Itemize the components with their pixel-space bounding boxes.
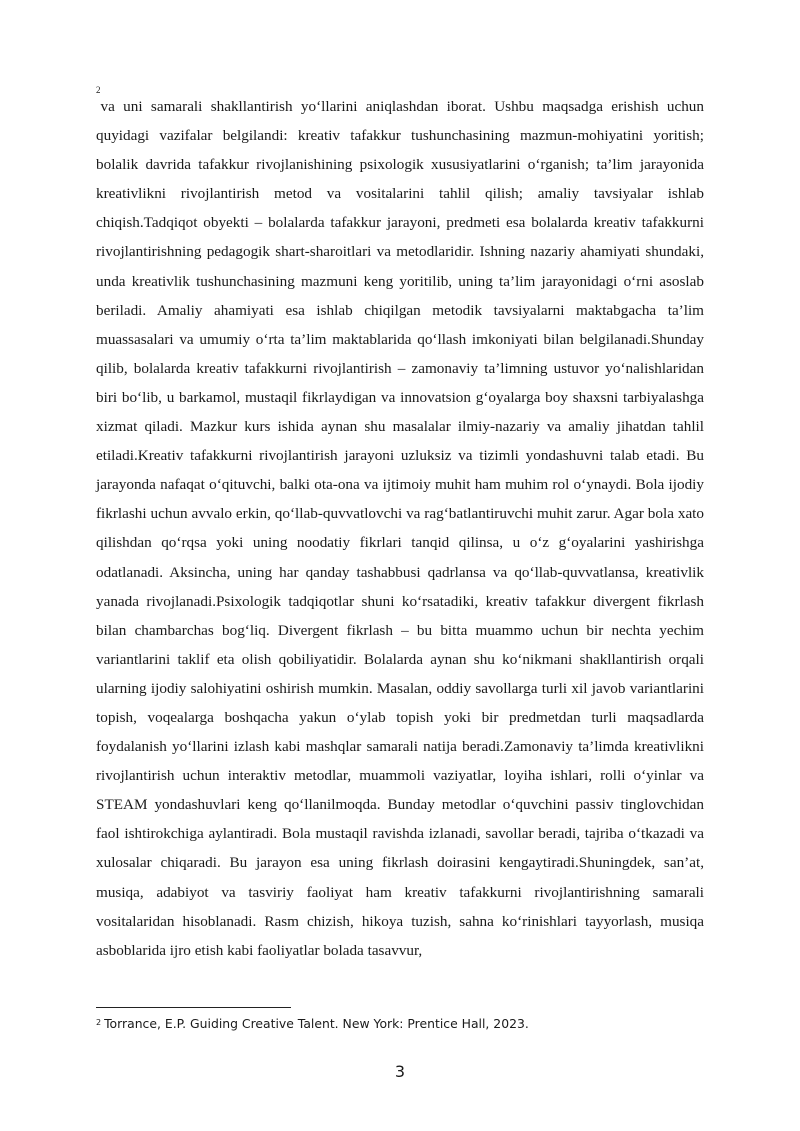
body-text: va uni samarali shakllantirish yo‘llarini aniqlashdan iborat. Ushbu maqsadga erishish uchun quyidagi vazifalar belgilandi: kreativ tafakkur tushunchasining mazmun-mohiyatini yoritish; bolalik davrida tafakkur rivojlanishining psixologik xususiyatlarini o‘rganish; ta’lim jarayonida kreativlikni rivojlantirish metod va vositalarini tahlil qilish; amaliy tavsiyalar ishlab chiqish.Tadqiqot obyekti – bolalarda tafakkur jarayoni, predmeti esa bolalarda kreativ tafakkurni rivojlantirishning pedagogik shart-sharoitlari va metodlaridir. Ishning nazariy ahamiyati shundaki, unda kreativlik tushunchasining mazmuni keng yoritilib, uning ta’lim jarayonidagi o‘rni asoslab beriladi. Amaliy ahamiyati esa ishlab chiqilgan metodik tavsiyalarni maktabgacha ta’lim muassasalari va umumiy o‘rta ta’lim maktablarida qo‘llash imkoniyati bilan belgilanadi.Shunday qilib, bolalarda kreativ tafakkurni rivojlantirish – zamonaviy ta’limning ustuvor yo‘nalishlaridan biri bo‘lib, u barkamol, mustaqil fikrlaydigan va innovatsion g‘oyalarga boy shaxsni tarbiyalashga xizmat qiladi. Mazkur kurs ishida aynan shu masalalar ilmiy-nazariy va amaliy jihatdan tahlil etiladi.Kreativ tafakkurni rivojlantirish jarayoni uzluksiz va tizimli yondashuvni talab etadi. Bu jarayonda nafaqat o‘qituvchi, balki ota-ona va ijtimoiy muhit ham muhim rol o‘ynaydi. Bola ijodiy fikrlashi uchun avvalo erkin, qo‘llab-quvvatlovchi va rag‘batlantiruvchi muhit zarur. Agar bola xato qilishdan qo‘rqsa yoki uning noodatiy fikrlari tanqid qilinsa, u o‘z g‘oyalarini yashirishga odatlanadi. Aksincha, uning har qanday tashabbusi qadrlansa va qo‘llab-quvvatlansa, kreativlik yanada rivojlanadi.Psixologik tadqiqotlar shuni ko‘rsatadiki, kreativ tafakkur divergent fikrlash bilan chambarchas bog‘liq. Divergent fikrlash – bu bitta muammo uchun bir nechta yechim variantlarini taklif eta olish qobiliyatidir. Bolalarda aynan shu ko‘nikmani shakllantirish orqali ularning ijodiy salohiyatini oshirish mumkin. Masalan, oddiy savollarga turli xil javob variantlarini topish, voqealarga boshqacha yakun o‘ylab topish yoki bir predmetdan turli maqsadlarda foydalanish yo‘llarini izlash kabi mashqlar samarali natija beradi.Zamonaviy ta’limda kreativlikni rivojlantirish uchun interaktiv metodlar, muammoli vaziyatlar, loyiha ishlari, rolli o‘yinlar va STEAM yondashuvlari keng qo‘llanilmoqda. Bunday metodlar o‘quvchini passiv tinglovchidan faol ishtirokchiga aylantiradi. Bola mustaqil ravishda izlanadi, savollar beradi, tajriba o‘tkazadi va xulosalar chiqaradi. Bu jarayon esa uning fikrlash doirasini kengaytiradi.Shuningdek, san’at, musiqa, adabiyot va tasviriy faoliyat ham kreativ tafakkurni rivojlantirishning samarali vositalaridan hisoblanadi. Rasm chizish, hikoya tuzish, sahna ko‘rinishlari tayyorlash, musiqa asboblarida ijro etish kabi faoliyatlar bolada tasavvur, (96, 98, 704, 959)
page-number: 3 (394, 1062, 406, 1081)
footnote-text: Torrance, E.P. Guiding Creative Talent. New York: Prentice Hall, 2023. (104, 1016, 529, 1031)
footnote-separator (96, 1007, 291, 1008)
footnote-number: 2 (96, 1018, 102, 1027)
footnote-reference: 2 (96, 85, 101, 95)
body-paragraph (96, 85, 704, 965)
footnote (96, 1014, 704, 1034)
